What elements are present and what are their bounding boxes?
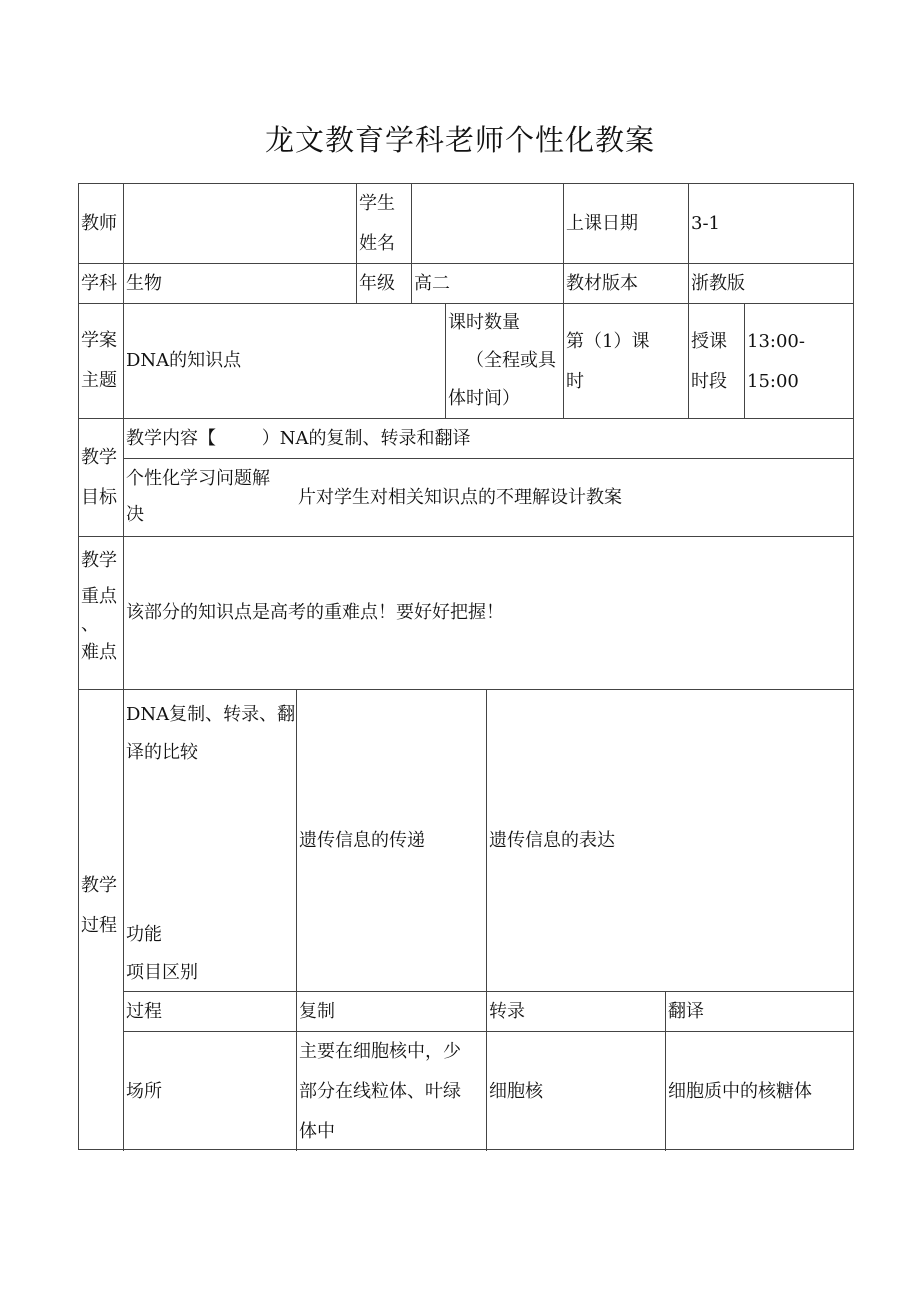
grade-label: 年级 bbox=[357, 264, 412, 304]
personal-learning-value: 片对学生对相关知识点的不理解设计教案 bbox=[296, 459, 853, 537]
hours-value: 第（1）课 时 bbox=[564, 304, 689, 419]
period-label: 授课 时段 bbox=[689, 304, 745, 419]
teacher-value bbox=[124, 184, 357, 264]
grade-value: 高二 bbox=[412, 264, 564, 304]
topic-label: 学案 主题 bbox=[79, 304, 124, 419]
replication-location: 主要在细胞核中，少 部分在线粒体、叶绿 体中 bbox=[297, 1032, 487, 1151]
textbook-value: 浙教版 bbox=[689, 264, 853, 304]
date-value: 3-1 bbox=[689, 184, 853, 264]
textbook-label: 教材版本 bbox=[564, 264, 689, 304]
key-points-value: 该部分的知识点是高考的重难点！要好好把握！ bbox=[124, 537, 853, 690]
date-label: 上课日期 bbox=[564, 184, 689, 264]
topic-value: DNA的知识点 bbox=[124, 304, 446, 419]
personal-learning-label: 个性化学习问题解 决 bbox=[124, 459, 296, 537]
function-label: 功能 bbox=[126, 924, 162, 945]
comparison-title-cell: DNA复制、转录、翻 译的比较 功能 项目区别 bbox=[124, 690, 297, 992]
key-points-label: 教学 重点 、 难点 bbox=[79, 537, 124, 690]
student-label: 学生 姓名 bbox=[357, 184, 412, 264]
goals-content-line: 教学内容【 ）NA的复制、转录和翻译 bbox=[124, 419, 853, 459]
hours-label: 课时数量 （全程或具 体时间） bbox=[446, 304, 564, 419]
page-title: 龙文教育学科老师个性化教案 bbox=[264, 123, 655, 157]
subject-value: 生物 bbox=[124, 264, 357, 304]
item-difference-label: 项目区别 bbox=[126, 962, 198, 983]
translation-location: 细胞质中的核糖体 bbox=[668, 1080, 812, 1102]
process-label: 教学 过程 bbox=[79, 690, 124, 1151]
location-row-label: 场所 bbox=[124, 1032, 297, 1151]
process-row-label: 过程 bbox=[124, 992, 297, 1032]
replication-header: 复制 bbox=[297, 992, 487, 1032]
lesson-plan-table bbox=[78, 183, 854, 1150]
teacher-label: 教师 bbox=[79, 184, 124, 264]
student-value bbox=[412, 184, 564, 264]
period-value: 13:00- 15:00 bbox=[745, 304, 853, 419]
heritage-transfer-cell: 遗传信息的传递 bbox=[297, 690, 487, 992]
transcription-location: 细胞核 bbox=[487, 1032, 666, 1151]
translation-header: 翻译 bbox=[666, 992, 853, 1032]
subject-label: 学科 bbox=[79, 264, 124, 304]
heritage-express-cell: 遗传信息的表达 bbox=[487, 690, 853, 992]
transcription-header: 转录 bbox=[487, 992, 666, 1032]
goals-label: 教学 目标 bbox=[79, 419, 124, 537]
